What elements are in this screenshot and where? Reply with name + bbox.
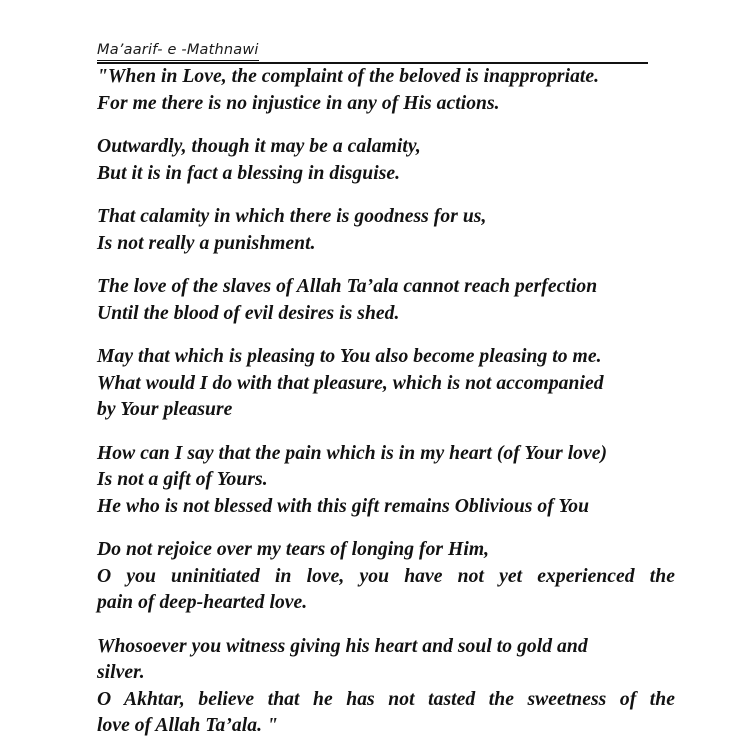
- verse-line: May that which is pleasing to You also become pleasing to me.: [97, 346, 602, 367]
- stanza: [97, 537, 675, 617]
- verse-line: love of Allah Ta’ala. ": [97, 715, 278, 736]
- verse-line: Outwardly, though it may be a calamity,: [97, 136, 421, 157]
- verse-line: But it is in fact a blessing in disguise.: [97, 162, 401, 184]
- running-header-block: [97, 41, 649, 61]
- verse-line: What would I do with that pleasure, which is not accompanied: [97, 372, 604, 394]
- verse-line: Is not a gift of Yours.: [97, 469, 268, 490]
- verse-line: The love of the slaves of Allah Ta’ala cannot reach perfection: [97, 276, 598, 297]
- stanza: [97, 64, 675, 117]
- verse-line: pain of deep-hearted love.: [97, 592, 308, 613]
- verse-line: "When in Love, the complaint of the beloved is inappropriate.: [97, 66, 600, 87]
- verse-line: He who is not blessed with this gift remains Oblivious of You: [97, 495, 590, 517]
- verse-line: Is not really a punishment.: [97, 232, 316, 254]
- stanza: [97, 441, 675, 521]
- verse-line: Until the blood of evil desires is shed.: [97, 302, 400, 324]
- verse-line: Do not rejoice over my tears of longing for Him,: [97, 539, 490, 560]
- stanza: [97, 274, 675, 327]
- verse-line: How can I say that the pain which is in my heart (of Your love): [97, 442, 608, 464]
- stanza: [97, 204, 675, 257]
- verse-line: O you uninitiated in love, you have not yet experienced the: [97, 565, 675, 587]
- poem-body: [97, 64, 675, 740]
- verse-line: That calamity in which there is goodness for us,: [97, 206, 487, 227]
- verse-line: O Akhtar, believe that he has not tasted the sweetness of the: [97, 688, 675, 710]
- verse-line: silver.: [97, 662, 145, 683]
- verse-line: by Your pleasure: [97, 399, 233, 420]
- stanza: [97, 134, 675, 187]
- stanza: [97, 344, 675, 424]
- verse-line: Whosoever you witness giving his heart and soul to gold and: [97, 635, 588, 657]
- document-header-title: Ma’aarif- e -Mathnawi: [97, 42, 259, 61]
- verse-line: For me there is no injustice in any of His actions.: [97, 92, 500, 114]
- stanza: [97, 634, 675, 740]
